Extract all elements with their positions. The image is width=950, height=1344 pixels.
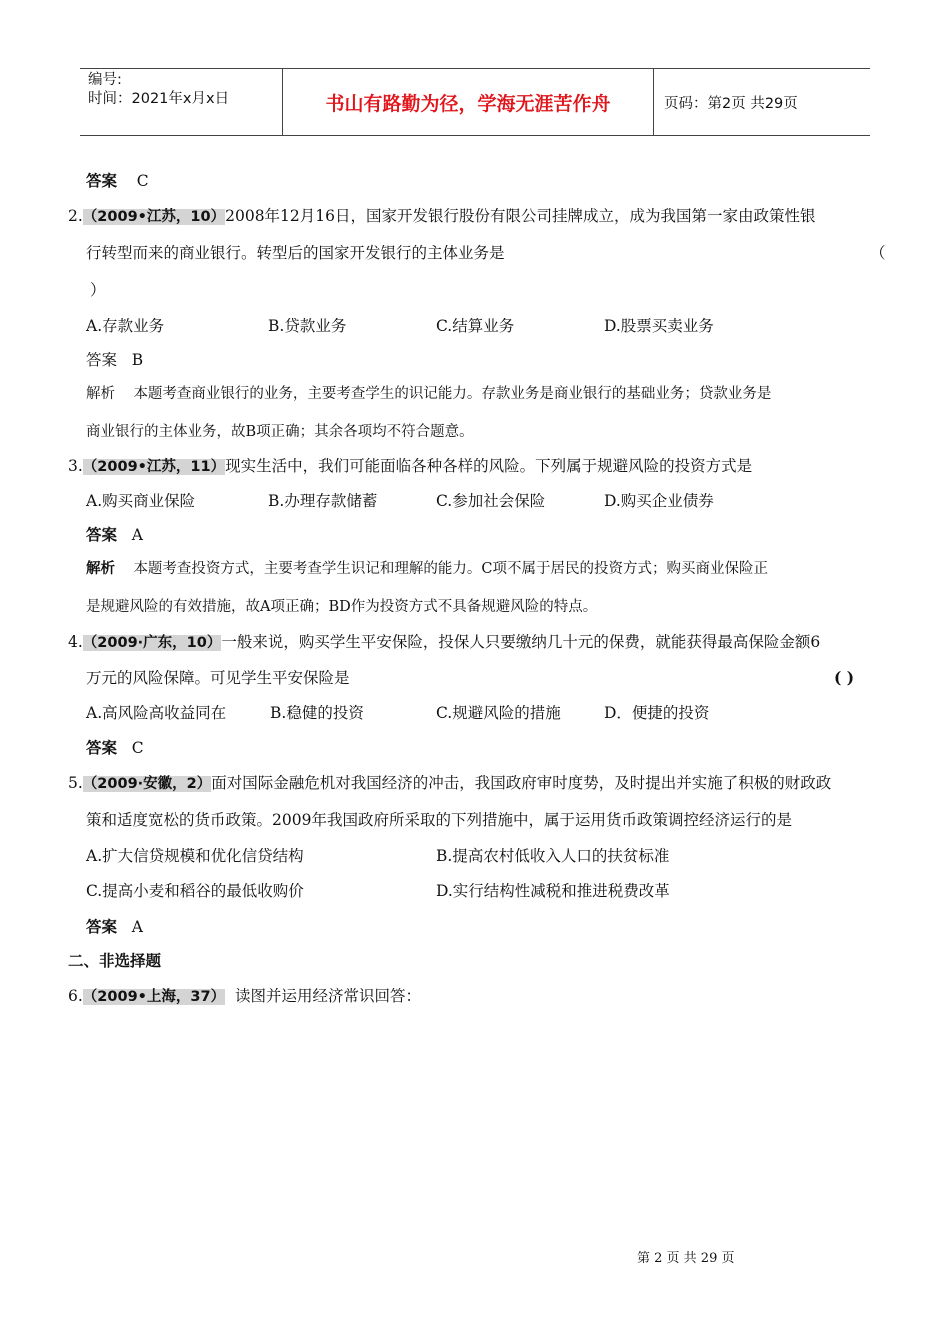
q1-answer-line [86,170,149,192]
question-number: 5. [68,774,83,792]
q3-analysis-line2: 是规避风险的有效措施，故A项正确；BD作为投资方式不具备规避风险的特点。 [86,599,598,615]
q3-answer-line [86,524,143,546]
q4-paren: ( ) [834,668,855,687]
q4-option-b: B.稳健的投资 [270,704,364,722]
section-title: 二、非选择题 [68,952,162,970]
q4-answer-line [86,737,144,759]
q2-option-d: D.股票买卖业务 [604,317,714,335]
q2-paren-open: （ [870,244,886,262]
answer-value: A [131,526,143,544]
q2-stem-line1 [68,205,816,228]
q3-option-d: D.购买企业债券 [604,492,714,510]
answer-label: 答案 [86,918,118,936]
q5-stem-line1 [68,772,831,795]
question-number: 6. [68,987,83,1005]
document-header [80,68,870,136]
q5-option-d: D.实行结构性减税和推进税费改革 [436,882,670,900]
q2-option-b: B.贷款业务 [268,317,347,335]
q5-stem-line2: 策和适度宽松的货币政策。2009年我国政府所采取的下列措施中，属于运用货币政策调控经济运行的是 [86,811,792,829]
answer-value: A [131,918,143,936]
q3-option-b: B.办理存款储蓄 [268,492,378,510]
q2-paren-close: ） [90,281,106,299]
q5-option-a: A.扩大信贷规模和优化信贷结构 [86,847,304,865]
q3-stem-line [68,455,752,478]
answer-value: C [131,739,144,757]
q2-option-c: C.结算业务 [436,317,515,335]
question-text: 一般来说，购买学生平安保险，投保人只要缴纳几十元的保费，就能获得最高保险金额6 [221,633,821,651]
analysis-text: 本题考查投资方式，主要考查学生识记和理解的能力。C项不属于居民的投资方式；购买商业保险正 [133,561,769,577]
answer-label: 答案 [86,351,118,369]
q5-answer-line [86,916,143,938]
answer-label: 答案 [86,172,118,190]
q5-option-c: C.提高小麦和稻谷的最低收购价 [86,882,304,900]
time-label: 时间：2021年x月x日 [88,91,230,107]
question-number: 3. [68,457,83,475]
question-text: 2008年12月16日，国家开发银行股份有限公司挂牌成立，成为我国第一家由政策性银 [225,207,816,225]
page-footer: 第 2 页 共 29 页 [637,1251,735,1266]
question-source-tag: （2009•上海，37） [82,989,226,1005]
question-source-tag: （2009·广东，10） [82,635,222,651]
analysis-label: 解析 [86,561,115,577]
answer-label: 答案 [86,526,118,544]
q2-analysis-line2: 商业银行的主体业务，故B项正确；其余各项均不符合题意。 [86,424,474,440]
q3-analysis-line1 [86,558,768,580]
q2-option-a: A.存款业务 [86,317,165,335]
header-left-cell [80,69,282,135]
question-text: 读图并运用经济常识回答： [234,987,421,1005]
question-source-tag: （2009•江苏，11） [82,459,226,475]
question-source-tag: （2009·安徽，2） [82,776,212,792]
answer-value: B [131,351,144,369]
q2-stem-line2: 行转型而来的商业银行。转型后的国家开发银行的主体业务是 [86,244,505,262]
question-text: 现实生活中，我们可能面临各种各样的风险。下列属于规避风险的投资方式是 [225,457,753,475]
q2-answer-line [86,349,143,371]
question-number: 2. [68,207,83,225]
q6-stem-line [68,985,421,1008]
q4-stem-line1 [68,631,820,654]
header-motto: 书山有路勤为径，学海无涯苦作舟 [282,69,654,135]
q3-option-c: C.参加社会保险 [436,492,546,510]
answer-label: 答案 [86,739,118,757]
q5-option-b: B.提高农村低收入人口的扶贫标准 [436,847,670,865]
question-number: 4. [68,633,83,651]
q3-option-a: A.购买商业保险 [86,492,196,510]
question-source-tag: （2009•江苏，10） [82,209,226,225]
q4-option-d: D．便捷的投资 [604,704,710,722]
q4-stem-line2: 万元的风险保障。可见学生平安保险是 [86,669,350,687]
answer-value: C [136,172,149,190]
q4-option-c: C.规避风险的措施 [436,704,561,722]
number-label: 编号: [88,72,122,88]
header-page-info: 页码：第2页 共29页 [664,95,798,112]
question-text: 面对国际金融危机对我国经济的冲击，我国政府审时度势，及时提出并实施了积极的财政政 [211,774,832,792]
q4-option-a: A.高风险高收益同在 [86,704,227,722]
analysis-label: 解析 [86,386,115,402]
q2-analysis-line1 [86,383,771,405]
analysis-text: 本题考查商业银行的业务，主要考查学生的识记能力。存款业务是商业银行的基础业务；贷款业务是 [133,386,772,402]
